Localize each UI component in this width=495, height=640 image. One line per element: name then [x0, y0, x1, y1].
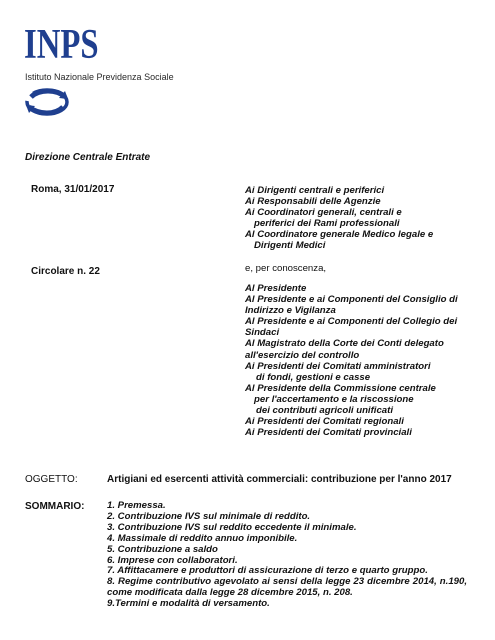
- summary-item: 6. Imprese con collaboratori.: [107, 554, 238, 566]
- summary-item: 2. Contribuzione IVS sul minimale di reddito.: [107, 510, 311, 522]
- circular-number: Circolare n. 22: [31, 266, 100, 277]
- inps-logo-subtitle: Istituto Nazionale Previdenza Sociale: [25, 72, 174, 82]
- cc-recipients-list: [245, 283, 480, 438]
- cc-recipient-line: Sindaci: [245, 327, 280, 339]
- summary-list: [107, 501, 467, 610]
- inps-emblem-icon: [25, 87, 69, 122]
- cc-recipient-line: Al Presidente e ai Componenti del Consiglio di: [245, 294, 458, 306]
- place-date: Roma, 31/01/2017: [31, 184, 115, 195]
- recipient-line: Dirigenti Medici: [254, 240, 326, 252]
- cc-recipient-line: Indirizzo e Vigilanza: [245, 305, 336, 317]
- recipient-line: Ai Responsabili delle Agenzie: [245, 196, 381, 208]
- cc-recipient-line: Ai Presidenti dei Comitati amministratori: [245, 360, 431, 372]
- for-knowledge-note: e, per conoscenza,: [245, 263, 327, 274]
- summary-item: 3. Contribuzione IVS sul reddito eccedente il minimale.: [107, 521, 357, 533]
- cc-recipient-line: Ai Presidenti dei Comitati provinciali: [245, 427, 412, 439]
- recipient-line: Ai Coordinatori generali, centrali e: [245, 207, 402, 219]
- summary-item: 5. Contribuzione a saldo: [107, 543, 218, 555]
- cc-recipient-line: Al Presidente: [245, 283, 307, 294]
- cc-recipient-line: Al Presidente e ai Componenti del Collegio dei: [245, 316, 458, 328]
- summary-item: 8. Regime contributivo agevolato ai sensi della legge 23 dicembre 2014, n.190, come modificata dalla legge 28 dicembre 2015, n. 208.: [107, 576, 467, 599]
- recipient-line: Al Coordinatore generale Medico legale e: [245, 229, 434, 241]
- inps-logo-wordmark: INPS: [24, 22, 99, 68]
- cc-recipient-line: Ai Presidenti dei Comitati regionali: [245, 416, 404, 428]
- summary-item: 1. Premessa.: [107, 500, 166, 511]
- cc-recipient-line: Al Magistrato della Corte dei Conti delegato: [245, 338, 444, 350]
- subject-label: OGGETTO:: [25, 474, 78, 485]
- cc-recipient-line: Al Presidente della Commissione centrale: [245, 382, 436, 394]
- summary-item: 7. Affittacamere e produttori di assicurazione di terzo e quarto gruppo.: [107, 565, 428, 577]
- summary-item: 9.Termini e modalità di versamento.: [107, 598, 270, 610]
- recipient-line: periferici dei Rami professionali: [254, 218, 400, 230]
- recipients-list: [245, 185, 475, 252]
- cc-recipient-line: dei contributi agricoli unificati: [256, 405, 393, 417]
- department-heading: Direzione Centrale Entrate: [25, 152, 151, 163]
- cc-recipient-line: all'esercizio del controllo: [245, 349, 360, 361]
- summary-label: SOMMARIO:: [25, 501, 85, 512]
- subject-text: Artigiani ed esercenti attività commerciali: contribuzione per l'anno 2017: [107, 474, 452, 485]
- recipient-line: Ai Dirigenti centrali e periferici: [245, 185, 385, 196]
- cc-recipient-line: per l'accertamento e la riscossione: [254, 393, 414, 405]
- summary-item: 4. Massimale di reddito annuo imponibile.: [107, 532, 298, 544]
- cc-recipient-line: di fondi, gestioni e casse: [256, 371, 371, 383]
